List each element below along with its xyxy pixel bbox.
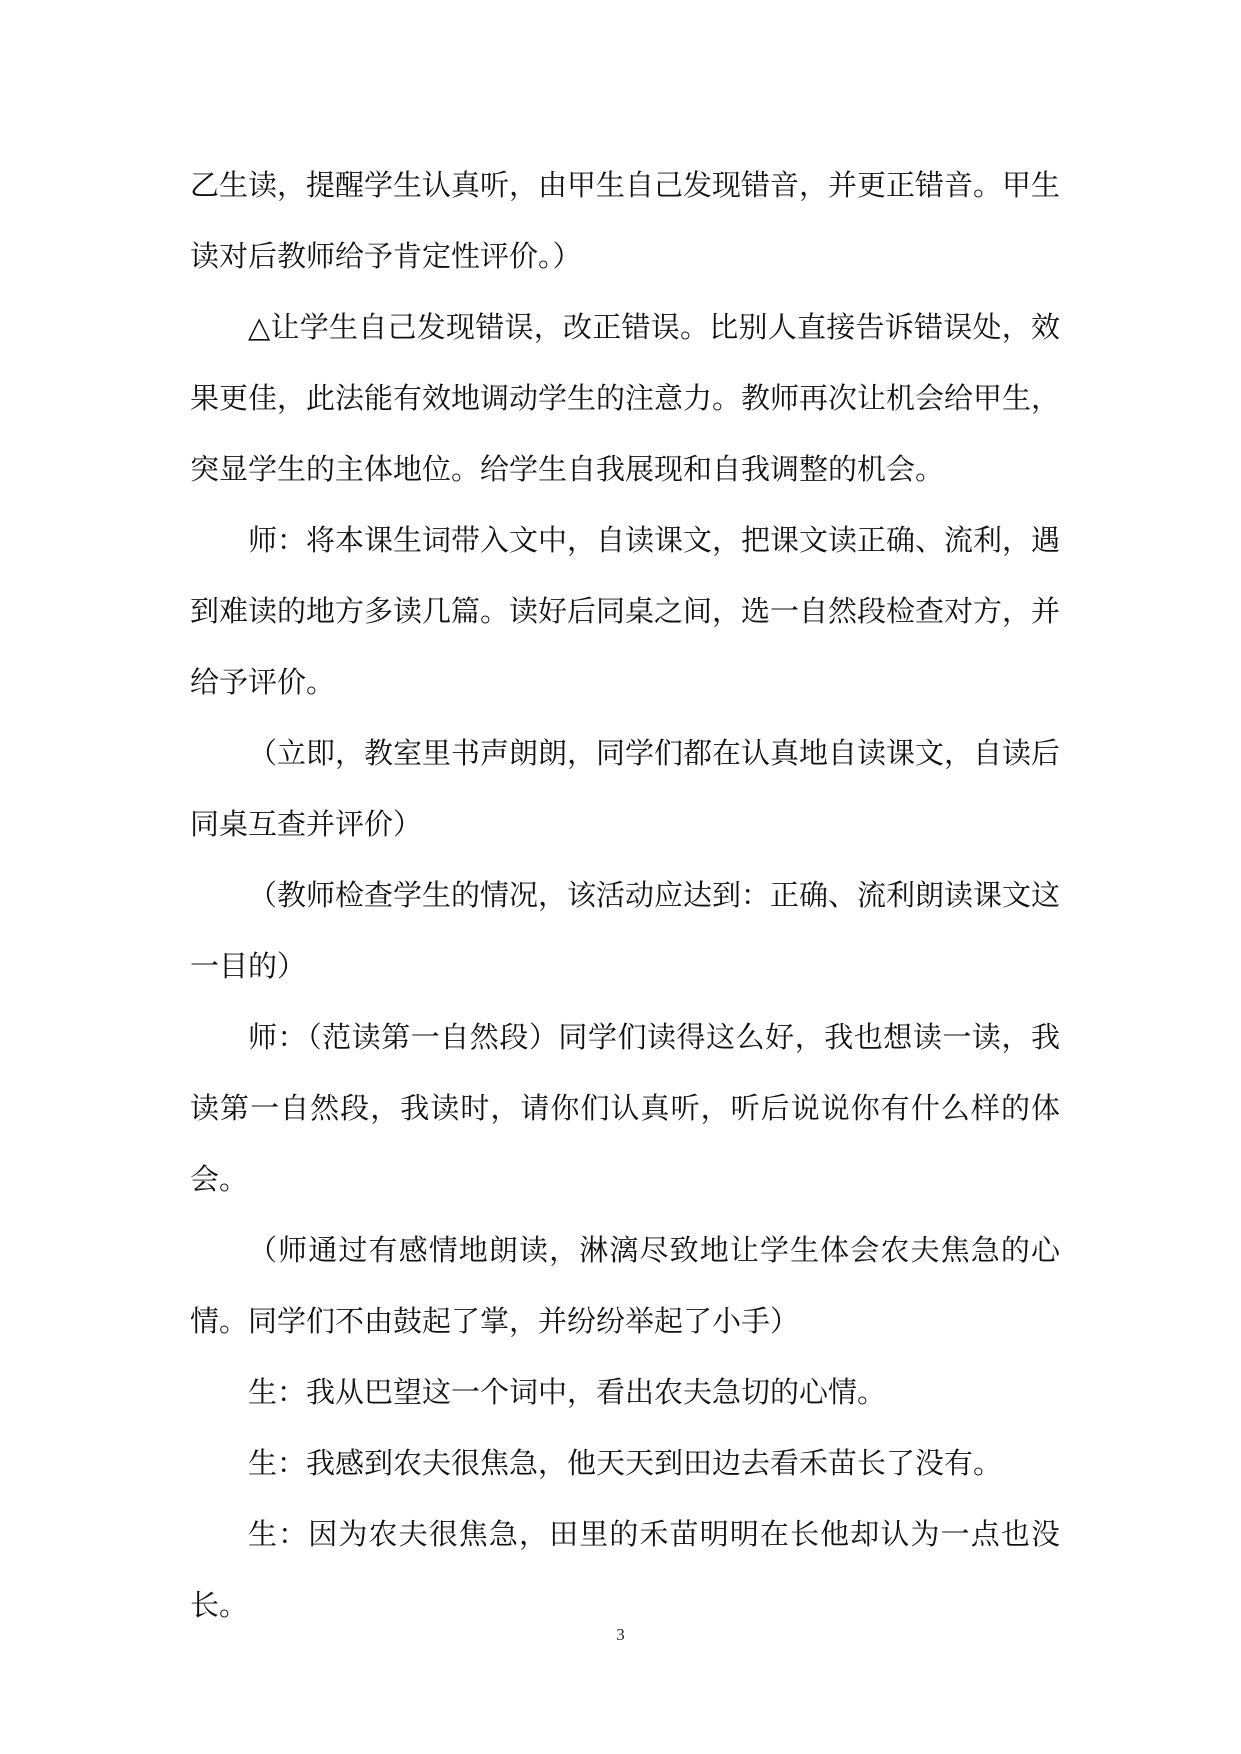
paragraph-3: 师：将本课生词带入文中，自读课文，把课文读正确、流利，遇到难读的地方多读几篇。读好后同桌之间，选一自然段检查对方，并给予评价。	[190, 523, 1061, 699]
paragraph-1: 乙生读，提醒学生认真听，由甲生自己发现错音，并更正错音。甲生读对后教师给予肯定性评价。）	[190, 168, 1061, 273]
paragraph-5: （教师检查学生的情况，该活动应达到：正确、流利朗读课文这一目的）	[190, 878, 1061, 983]
paragraph-4: （立即，教室里书声朗朗，同学们都在认真地自读课文，自读后同桌互查并评价）	[190, 736, 1061, 841]
paragraph-7: （师通过有感情地朗读，淋漓尽致地让学生体会农夫焦急的心情。同学们不由鼓起了掌，并纷纷举起了小手）	[190, 1233, 1060, 1338]
paragraph-9: 生：我感到农夫很焦急，他天天到田边去看禾苗长了没有。	[248, 1446, 1003, 1480]
page-number: 3	[616, 1625, 625, 1644]
paragraph-2: △让学生自己发现错误，改正错误。比别人直接告诉错误处，效果更佳，此法能有效地调动学生的注意力。教师再次让机会给甲生，突显学生的主体地位。给学生自我展现和自我调整的机会。	[190, 310, 1061, 486]
paragraph-8: 生：我从巴望这一个词中，看出农夫急切的心情。	[248, 1375, 887, 1409]
document-body	[190, 150, 1060, 1641]
paragraph-10: 生：因为农夫很焦急，田里的禾苗明明在长他却认为一点也没长。	[190, 1517, 1060, 1622]
paragraph-6: 师：（范读第一自然段）同学们读得这么好，我也想读一读，我读第一自然段，我读时，请你们认真听，听后说说你有什么样的体会。	[190, 1020, 1060, 1196]
